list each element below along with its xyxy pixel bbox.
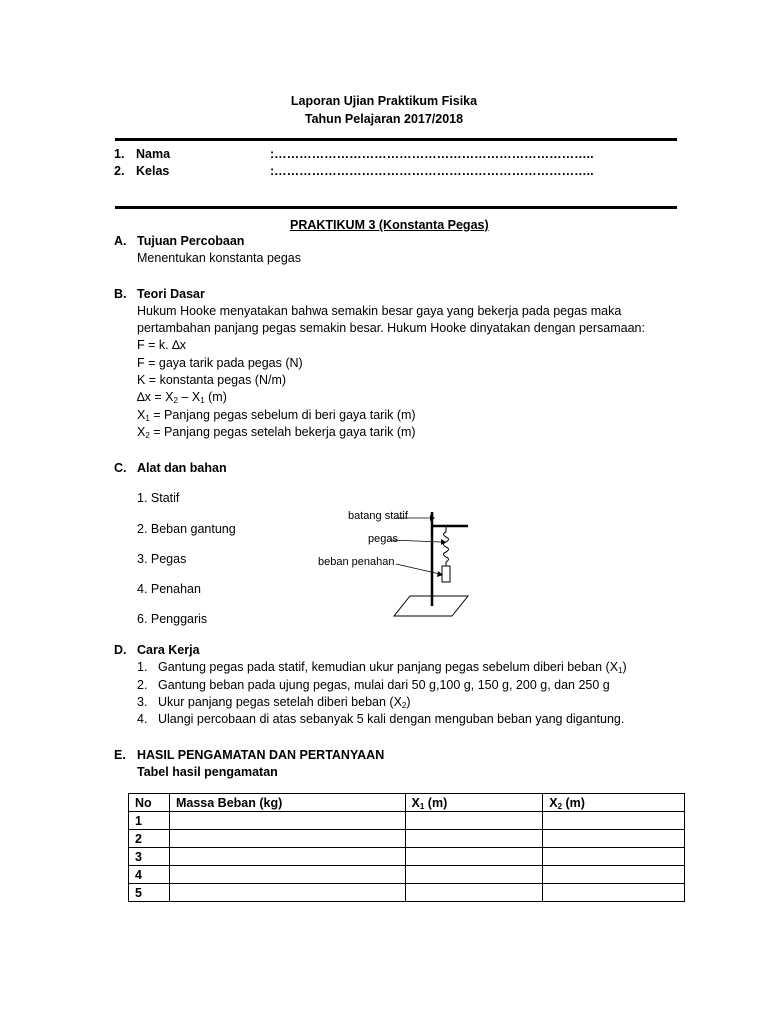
theory-line: Hukum Hooke menyatakan bahwa semakin besar gaya yang bekerja pada pegas maka — [137, 304, 622, 318]
header-x2: $X_2$ (m) — [543, 794, 685, 812]
label-batang-statif: batang statif — [348, 510, 408, 522]
cell-massa[interactable] — [169, 812, 405, 830]
spring — [444, 526, 449, 566]
equipment-item: 1. Statif — [137, 491, 180, 505]
hanging-weight — [442, 566, 450, 582]
praktikum-title: PRAKTIKUM 3 (Konstanta Pegas) — [290, 218, 489, 232]
cell-x2[interactable] — [543, 866, 685, 884]
cell-massa[interactable] — [169, 848, 405, 866]
section-d-title: Cara Kerja — [137, 643, 200, 657]
identity-num-1: 1. — [114, 147, 125, 161]
report-title: Laporan Ujian Praktikum Fisika — [290, 94, 478, 108]
step-text: Gantung pegas pada statif, kemudian ukur panjang pegas sebelum diberi beban $(X_1)$ — [158, 660, 627, 675]
table-row — [129, 830, 685, 848]
definition-k: K = konstanta pegas (N/m) — [137, 373, 287, 387]
section-d-letter: D. — [114, 643, 127, 657]
cell-massa[interactable] — [169, 830, 405, 848]
middle-rule — [115, 206, 677, 209]
table-row — [129, 884, 685, 902]
equipment-item: 6. Penggaris — [137, 612, 208, 626]
cell-x2[interactable] — [543, 848, 685, 866]
row-number: 5 — [129, 884, 170, 902]
step-number: 3. — [137, 695, 148, 709]
top-rule — [115, 138, 677, 141]
table-caption: Tabel hasil pengamatan — [137, 765, 278, 779]
section-b-title: Teori Dasar — [137, 287, 205, 301]
identity-label-class: Kelas — [136, 164, 170, 178]
cell-x2[interactable] — [543, 830, 685, 848]
step-text: Ukur panjang pegas setelah diberi beban $(X_2)$ — [158, 695, 411, 710]
cell-massa[interactable] — [169, 866, 405, 884]
step-text: Ulangi percobaan di atas sebanyak 5 kali dengan menguban beban yang digantung. — [158, 712, 625, 726]
school-year: Tahun Pelajaran 2017/2018 — [304, 112, 464, 126]
section-c-title: Alat dan bahan — [137, 461, 227, 475]
row-number: 4 — [129, 866, 170, 884]
table-row — [129, 848, 685, 866]
name-field: :………………………………………………………………….. — [270, 147, 594, 161]
definition-delta-x: $\Delta x = X_2 - X_1$ (m) — [137, 390, 227, 405]
header-massa: Massa Beban (kg) — [169, 794, 405, 812]
definition-f: F = gaya tarik pada pegas (N) — [137, 356, 303, 370]
formula-hooke: F = k. ∆x — [137, 338, 186, 352]
cell-x2[interactable] — [543, 812, 685, 830]
section-a-text: Menentukan konstanta pegas — [137, 251, 302, 265]
equipment-item: 2. Beban gantung — [137, 522, 236, 536]
theory-line: pertambahan panjang pegas semakin besar. Hukum Hooke dinyatakan dengan persamaan: — [137, 321, 645, 335]
label-beban-penahan: beban penahan — [318, 556, 395, 568]
row-number: 2 — [129, 830, 170, 848]
class-field: :………………………………………………………………….. — [270, 164, 594, 178]
equipment-item: 4. Penahan — [137, 582, 201, 596]
label-pegas: pegas — [368, 533, 398, 545]
cell-x1[interactable] — [405, 848, 543, 866]
step-number: 1. — [137, 660, 148, 674]
cell-x1[interactable] — [405, 812, 543, 830]
definition-x2: $X_2$ = Panjang pegas setelah bekerja gaya tarik (m) — [137, 425, 416, 440]
section-e-title: HASIL PENGAMATAN DAN PERTANYAAN — [137, 748, 385, 762]
table-header-row — [129, 794, 685, 812]
table-row — [129, 866, 685, 884]
section-c-letter: C. — [114, 461, 127, 475]
header-no: No — [129, 794, 170, 812]
header-x1: $X_1$ (m) — [405, 794, 543, 812]
equipment-item: 3. Pegas — [137, 552, 187, 566]
identity-label-name: Nama — [136, 147, 171, 161]
observation-table — [128, 793, 685, 902]
table-row — [129, 812, 685, 830]
identity-num-2: 2. — [114, 164, 125, 178]
section-a-title: Tujuan Percobaan — [137, 234, 245, 248]
cell-x2[interactable] — [543, 884, 685, 902]
step-text: Gantung beban pada ujung pegas, mulai dari 50 g,100 g, 150 g, 200 g, dan 250 g — [158, 678, 610, 692]
cell-x1[interactable] — [405, 866, 543, 884]
leader-beban — [396, 564, 440, 574]
cell-x1[interactable] — [405, 884, 543, 902]
section-b-letter: B. — [114, 287, 127, 301]
step-number: 4. — [137, 712, 148, 726]
row-number: 1 — [129, 812, 170, 830]
section-a-letter: A. — [114, 234, 127, 248]
cell-x1[interactable] — [405, 830, 543, 848]
cell-massa[interactable] — [169, 884, 405, 902]
step-number: 2. — [137, 678, 148, 692]
row-number: 3 — [129, 848, 170, 866]
section-e-letter: E. — [114, 748, 126, 762]
definition-x1: $X_1$ = Panjang pegas sebelum di beri gaya tarik (m) — [137, 408, 416, 423]
